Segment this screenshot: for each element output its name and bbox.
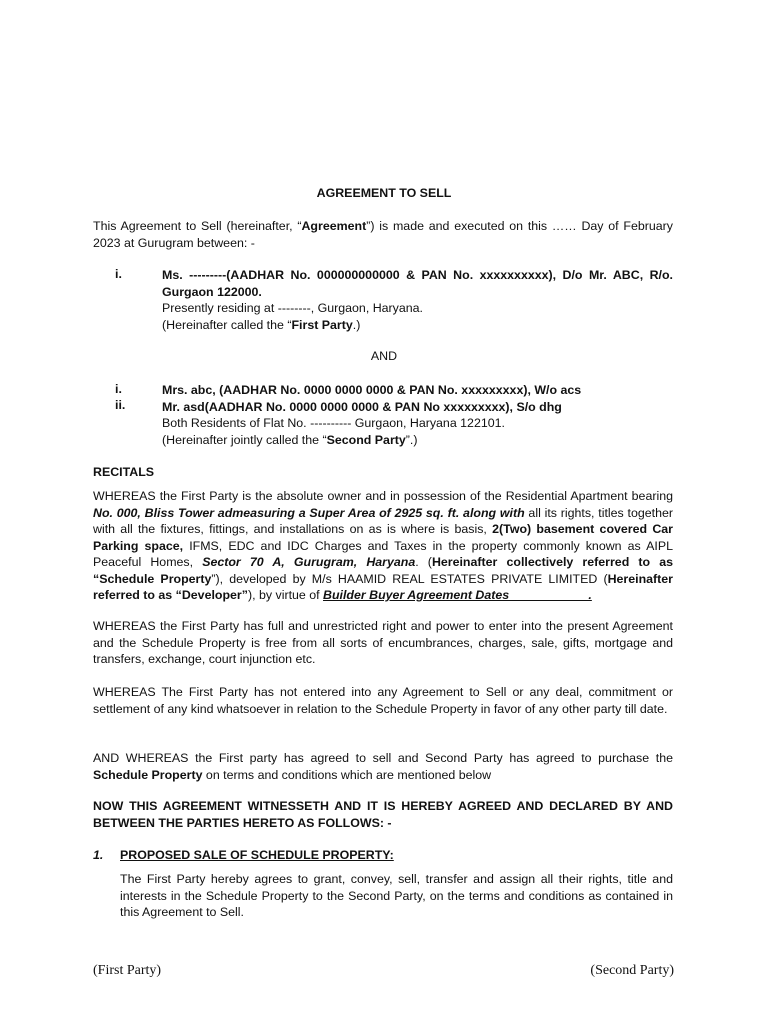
document-title: AGREEMENT TO SELL xyxy=(316,186,452,200)
second-party-signature-label: (Second Party) xyxy=(590,963,674,978)
first-party-residence: Presently residing at --------, Gurgaon, Haryana. xyxy=(162,301,423,315)
first-party-details xyxy=(162,267,673,333)
intro-text: This Agreement to Sell (hereinafter, “ xyxy=(93,219,302,233)
intro-agreement-term: Agreement xyxy=(301,219,367,233)
second-party-designation: (Hereinafter jointly called the “Second Party”.) xyxy=(162,432,418,447)
first-party-number: i. xyxy=(115,267,122,281)
second-party-number-1: i. xyxy=(115,382,122,396)
second-party-residence: Both Residents of Flat No. ---------- Gurgaon, Haryana 122101. xyxy=(162,416,505,430)
intro-text-2: ”) is made and executed on this …… Day of February 2023 at Gurugram between: - xyxy=(93,219,673,250)
recital-paragraph-1: WHEREAS the First Party is the absolute owner and in possession of the Residential Apartment bearing No. 000, Bliss Tower admeasuring a Super Area of 2925 sq. ft. along with all its rights, titles together with all the fixtures, fittings, and installations on as is where is basis, 2(Two) basement covered Car Parking space, IFMS, EDC and IDC Charges and Taxes in the property commonly known as AIPL Peaceful Homes, Sector 70 A, Gurugram, Haryana. (Hereinafter collectively referred to as “Schedule Property”), developed by M/s HAAMID REAL ESTATES PRIVATE LIMITED (Hereinafter referred to as “Developer”), by virtue of Builder Buyer Agreement Dates ___________. xyxy=(93,489,674,602)
first-party-signature-label: (First Party) xyxy=(93,963,162,978)
first-party-designation: (Hereinafter called the “First Party.) xyxy=(162,317,361,332)
clause-1-number: 1. xyxy=(93,848,104,862)
second-party-details xyxy=(162,382,673,448)
intro-paragraph xyxy=(93,218,673,251)
clause-1-body: The First Party hereby agrees to grant, convey, sell, transfer and assign all their rights, title and interests in the Schedule Property to the Second Party, on the terms and conditions as contained in this Agreement to Sell. xyxy=(120,872,673,919)
and-separator: AND xyxy=(370,349,398,363)
second-party-member-1: Mrs. abc, (AADHAR No. 0000 0000 0000 & PAN No. xxxxxxxxx), W/o acs xyxy=(162,383,582,397)
recital-paragraph-4: AND WHEREAS the First party has agreed to sell and Second Party has agreed to purchase the Schedule Property on terms and conditions which are mentioned below xyxy=(93,751,673,782)
first-party-name: Ms. ---------(AADHAR No. 000000000000 & PAN No. xxxxxxxxxx), D/o Mr. ABC, R/o. Gurgaon 122000. xyxy=(162,268,673,299)
second-party-member-2: Mr. asd(AADHAR No. 0000 0000 0000 & PAN No xxxxxxxxx), S/o dhg xyxy=(162,399,562,414)
second-party-number-2: ii. xyxy=(115,398,126,412)
recital-paragraph-3: WHEREAS The First Party has not entered into any Agreement to Sell or any deal, commitment or settlement of any kind whatsoever in relation to the Schedule Property in favor of any other party till date. xyxy=(93,685,673,716)
witnesseth-paragraph: NOW THIS AGREEMENT WITNESSETH AND IT IS HEREBY AGREED AND DECLARED BY AND BETWEEN THE PARTIES HERETO AS FOLLOWS: - xyxy=(93,799,673,830)
recital-paragraph-2: WHEREAS the First Party has full and unrestricted right and power to enter into the present Agreement and the Schedule Property is free from all sorts of encumbrances, charges, sale, gifts, mortgage and transfers, exchange, court injunction etc. xyxy=(93,619,673,666)
clause-1-heading: PROPOSED SALE OF SCHEDULE PROPERTY: xyxy=(120,848,394,862)
recitals-heading: RECITALS xyxy=(93,465,155,479)
